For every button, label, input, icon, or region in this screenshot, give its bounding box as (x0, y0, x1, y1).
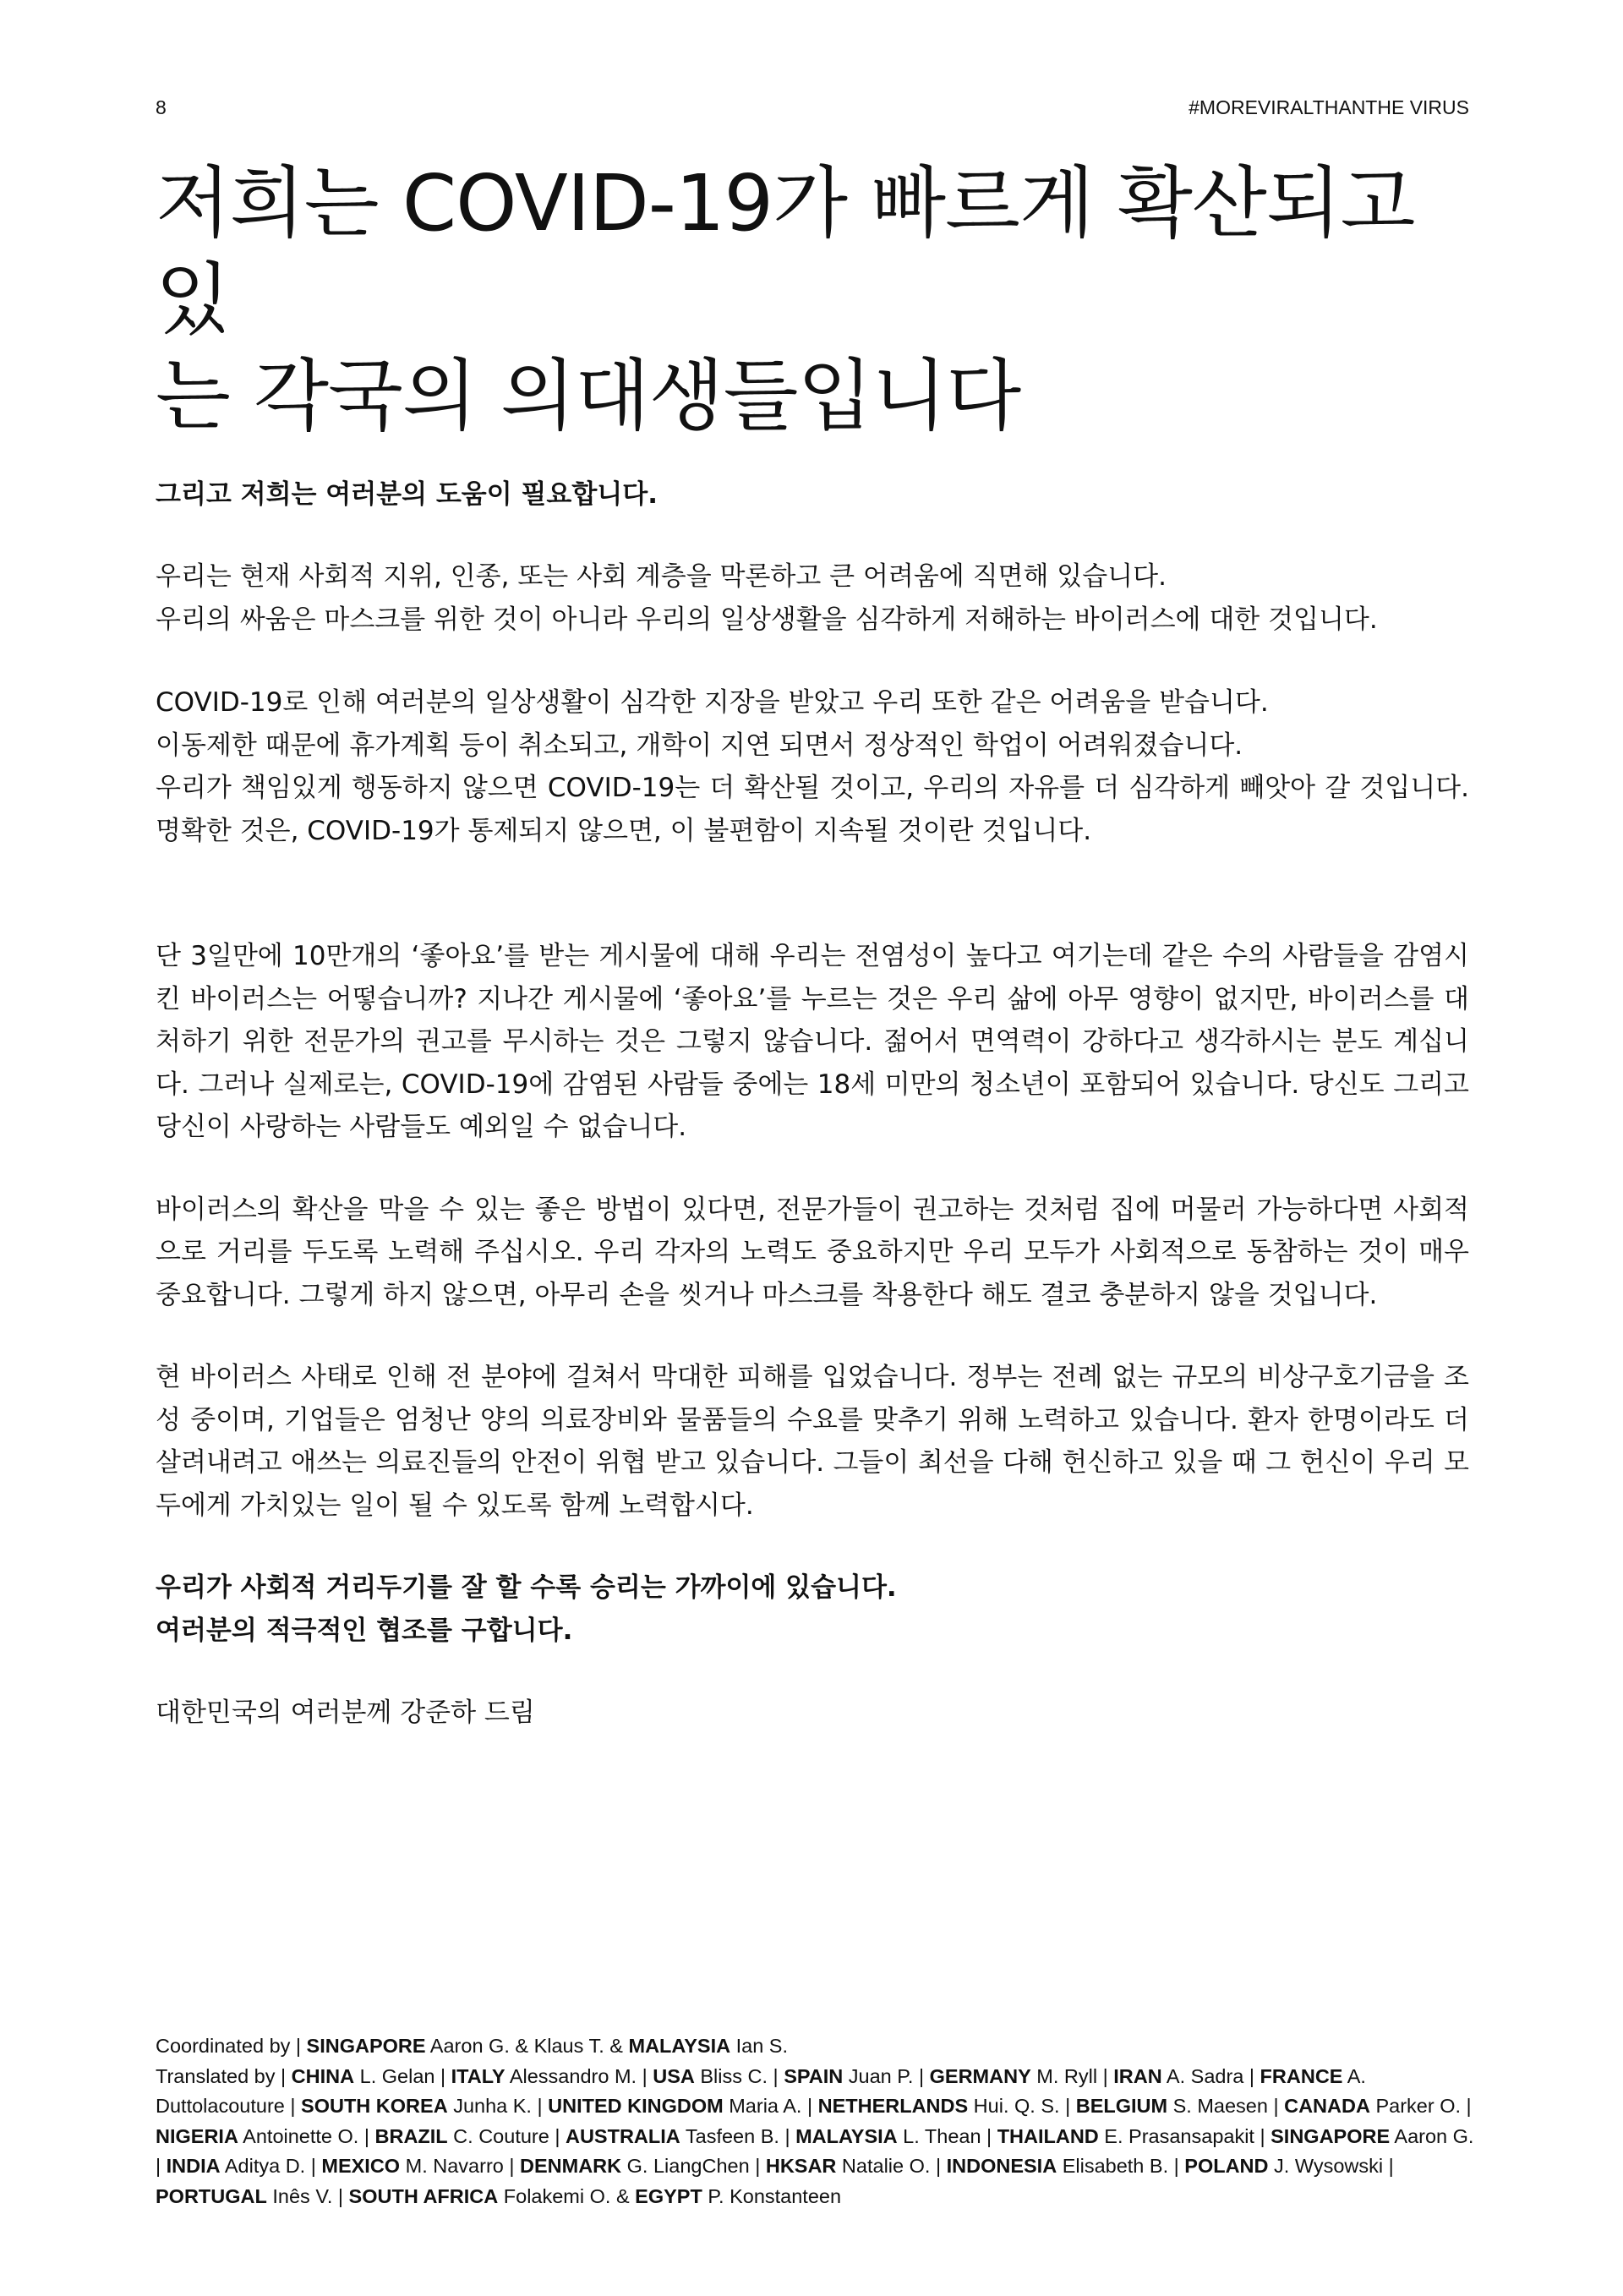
country-name: NETHERLANDS (817, 2095, 969, 2117)
country-name: SOUTH AFRICA (348, 2184, 499, 2207)
country-name: MALAYSIA (628, 2035, 731, 2057)
credit-text: M. Ryll | (1030, 2064, 1114, 2087)
credits-footer (156, 2031, 1474, 2211)
country-name: INDIA (166, 2155, 221, 2177)
paragraph-line: 우리가 책임있게 행동하지 않으면 COVID-19는 더 확산될 것이고, 우리의 자유를 더 심각하게 빼앗아 갈 것입니다.명확한 것은, COVID-19가 통제되지 않으면, 이 불편함이 지속될 것이란 것입니다. (156, 773, 1469, 846)
credit-text: Alessandro M. | (505, 2064, 653, 2087)
country-name: DENMARK (520, 2155, 622, 2177)
country-name: BRAZIL (374, 2124, 448, 2147)
country-name: GERMANY (929, 2064, 1031, 2087)
country-name: MALAYSIA (795, 2124, 898, 2147)
country-name: PORTUGAL (156, 2184, 267, 2207)
credit-text: G. LiangChen | (621, 2155, 766, 2177)
country-name: EGYPT (635, 2184, 702, 2207)
credit-text: L. Gelan | (354, 2064, 451, 2087)
paragraph-line: COVID-19로 인해 여러분의 일상생활이 심각한 지장을 받았고 우리 또한 같은 어려움을 받습니다. (156, 687, 1269, 718)
paragraph-4: 바이러스의 확산을 막을 수 있는 좋은 방법이 있다면, 전문가들이 권고하는 것처럼 집에 머물러 가능하다면 사회적으로 거리를 두도록 노력해 주십시오. 우리 각자의 노력도 중요하지만 우리 모두가 사회적으로 동참하는 것이 매우 중요합니다. 그렇게 하지 않으면, 아무리 손을 씻거나 마스크를 착용한다 해도 결코 충분하지 않을 것입니다. (156, 1194, 1469, 1310)
subtitle: 그리고 저희는 여러분의 도움이 필요합니다. (156, 479, 658, 510)
hashtag-header: #MOREVIRALTHANTHE VIRUS (1189, 96, 1469, 118)
closing-statement (156, 1566, 1469, 1652)
closing-line: 여러분의 적극적인 협조를 구합니다. (156, 1615, 573, 1646)
credit-text: Junha K. | (447, 2095, 549, 2117)
credit-text: Hui. Q. S. | (968, 2095, 1076, 2117)
country-name: IRAN (1113, 2064, 1162, 2087)
country-name: INDONESIA (946, 2155, 1057, 2177)
credit-text: Elisabeth B. | (1057, 2155, 1185, 2177)
country-name: THAILAND (997, 2124, 1099, 2147)
country-name: CHINA (291, 2064, 355, 2087)
page-title (156, 156, 1469, 445)
credit-text: Ian S. (730, 2035, 789, 2057)
credit-text: Folakemi O. & (498, 2184, 636, 2207)
credit-text: Tasfeen B. | (680, 2124, 796, 2147)
credit-text: Aaron G. | (156, 2124, 1474, 2177)
page-number: 8 (156, 96, 167, 118)
credit-text: Inês V. | (266, 2184, 349, 2207)
title-line: 는 각국의 의대생들입니다 (156, 351, 1021, 441)
article-body (156, 156, 1469, 1735)
credit-text: Maria A. | (723, 2095, 818, 2117)
country-name: ITALY (451, 2064, 505, 2087)
country-name: NIGERIA (156, 2124, 238, 2147)
paragraph-2 (156, 681, 1469, 852)
country-name: CANADA (1284, 2095, 1370, 2117)
credit-text: Parker O. | (1369, 2095, 1472, 2117)
credit-text: A. Duttolacouture | (156, 2064, 1366, 2117)
country-name: AUSTRALIA (565, 2124, 680, 2147)
paragraph-3: 단 3일만에 10만개의 ‘좋아요’를 받는 게시물에 대해 우리는 전염성이 높다고 여기는데 같은 수의 사람들을 감염시킨 바이러스는 어떻습니까? 지나간 게시물에 ‘좋아요’를 누르는 것은 우리 삶에 아무 영향이 없지만, 바이러스를 대처하기 위한 전문가의 권고를 무시하는 것은 그렇지 않습니다. 젊어서 면역력이 강하다고 생각하시는 분도 계십니다. 그러나 실제로는, COVID-19에 감염된 사람들 중에는 18세 미만의 청소년이 포함되어 있습니다. 당신도 그리고 당신이 사랑하는 사람들도 예외일 수 없습니다. (156, 941, 1469, 1142)
country-name: BELGIUM (1075, 2095, 1168, 2117)
country-name: SOUTH KOREA (301, 2095, 448, 2117)
country-name: SPAIN (784, 2064, 844, 2087)
credit-text: P. Konstanteen (702, 2184, 842, 2207)
credit-text: C. Couture | (447, 2124, 566, 2147)
credit-text: Juan P. | (843, 2064, 930, 2087)
country-name: HKSAR (765, 2155, 837, 2177)
paragraph-5: 현 바이러스 사태로 인해 전 분야에 걸쳐서 막대한 피해를 입었습니다. 정부는 전례 없는 규모의 비상구호기금을 조성 중이며, 기업들은 엄청난 양의 의료장비와 물품들의 수요를 맞추기 위해 노력하고 있습니다. 환자 한명이라도 더 살려내려고 애쓰는 의료진들의 안전이 위협 받고 있습니다. 그들이 최선을 다해 헌신하고 있을 때 그 헌신이 우리 모두에게 가치있는 일이 될 수 있도록 함께 노력합시다. (156, 1362, 1469, 1521)
title-line: 저희는 COVID-19가 빠르게 확산되고 있 (156, 158, 1415, 345)
country-name: SINGAPORE (306, 2035, 426, 2057)
credit-text: S. Maesen | (1167, 2095, 1285, 2117)
credit-text: E. Prasansapakit | (1098, 2124, 1271, 2147)
credit-text: Translated by | (156, 2064, 292, 2087)
coordinated-by (156, 2031, 1474, 2062)
credit-text: Bliss C. | (694, 2064, 784, 2087)
country-name: FRANCE (1260, 2064, 1343, 2087)
credit-text: Aaron G. & Klaus T. & (425, 2035, 629, 2057)
credit-text: Aditya D. | (220, 2155, 322, 2177)
country-name: USA (653, 2064, 695, 2087)
country-name: SINGAPORE (1271, 2124, 1391, 2147)
country-name: UNITED KINGDOM (548, 2095, 724, 2117)
country-name: MEXICO (321, 2155, 401, 2177)
signature: 대한민국의 여러분께 강준하 드림 (156, 1697, 535, 1728)
credit-text: Antoinette O. | (238, 2124, 375, 2147)
credit-text: M. Navarro | (400, 2155, 521, 2177)
credit-text: A. Sadra | (1161, 2064, 1260, 2087)
translated-by (156, 2062, 1474, 2212)
credit-text: L. Thean | (897, 2124, 997, 2147)
country-name: POLAND (1184, 2155, 1269, 2177)
paragraph-line: 우리의 싸움은 마스크를 위한 것이 아니라 우리의 일상생활을 심각하게 저해하는 바이러스에 대한 것입니다. (156, 604, 1378, 635)
credit-text: Natalie O. | (836, 2155, 947, 2177)
paragraph-line: 이동제한 때문에 휴가계획 등이 취소되고, 개학이 지연 되면서 정상적인 학업이 어려워졌습니다. (156, 730, 1243, 761)
paragraph-1 (156, 555, 1469, 641)
closing-line: 우리가 사회적 거리두기를 잘 할 수록 승리는 가까이에 있습니다. (156, 1572, 897, 1603)
credit-text: Coordinated by | (156, 2035, 307, 2057)
credit-text: J. Wysowski | (1268, 2155, 1394, 2177)
paragraph-line: 우리는 현재 사회적 지위, 인종, 또는 사회 계층을 막론하고 큰 어려움에 직면해 있습니다. (156, 561, 1167, 592)
